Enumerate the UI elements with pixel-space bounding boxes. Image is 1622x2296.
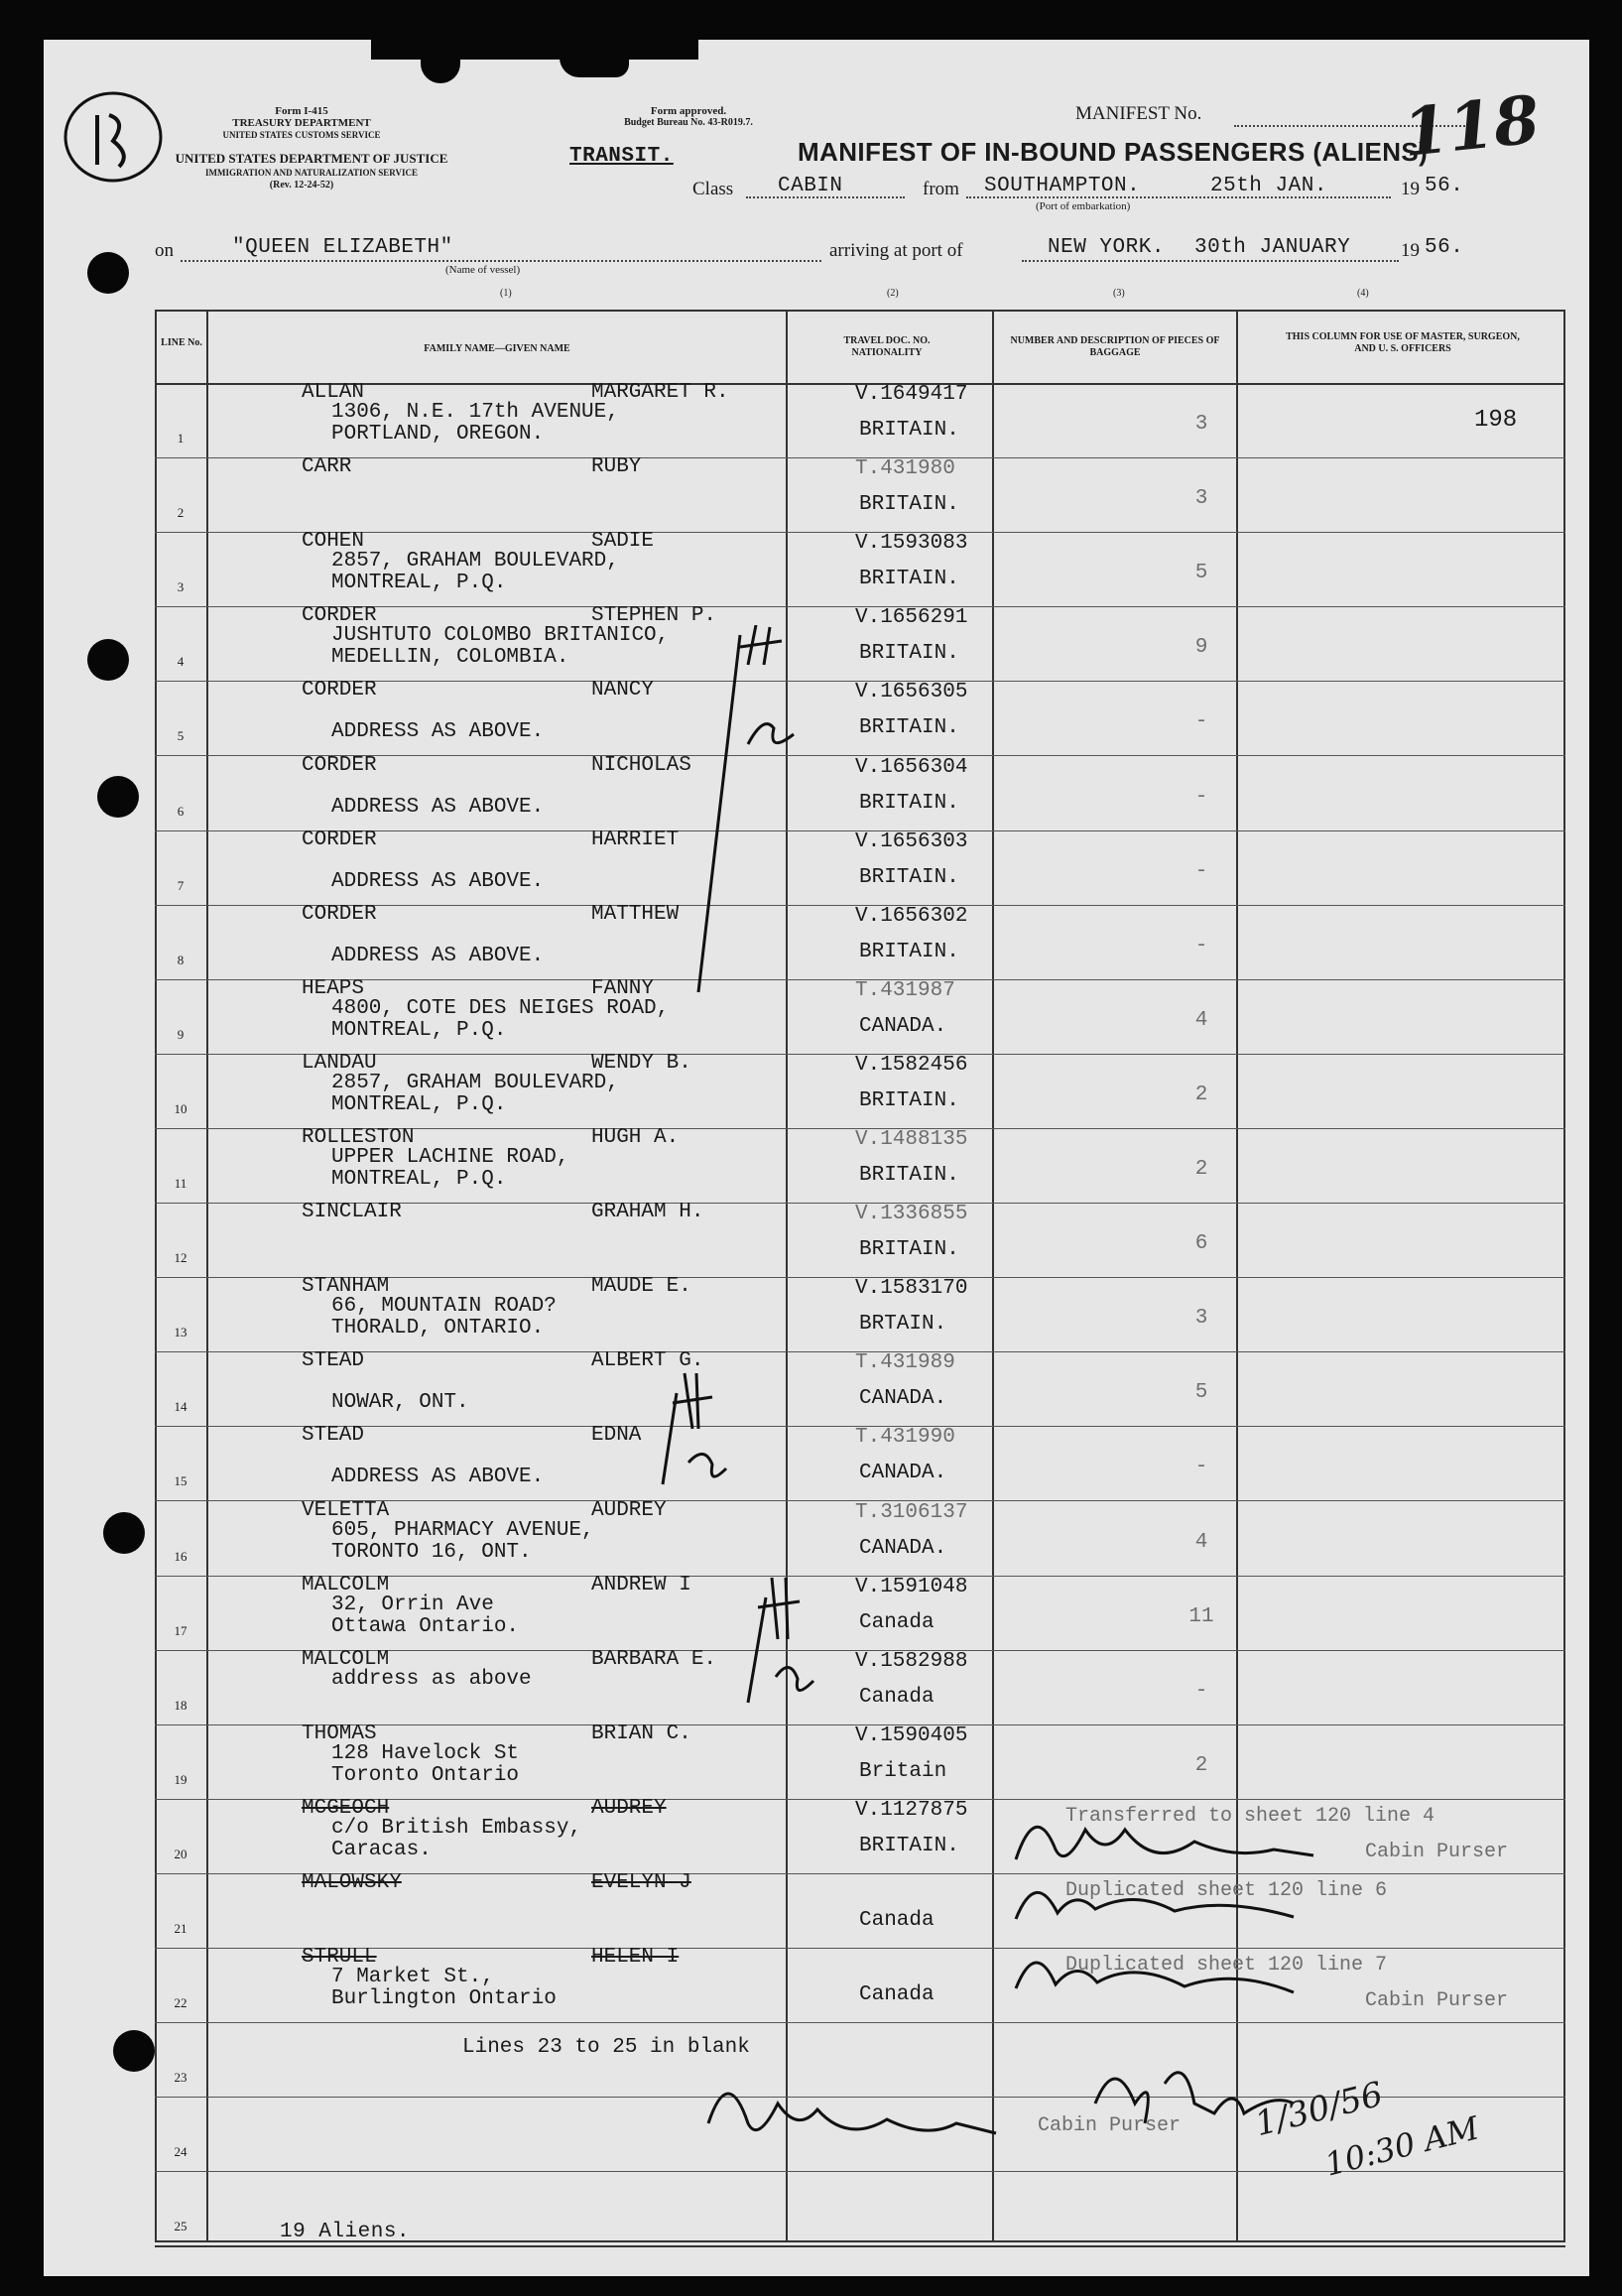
form-rev: (Rev. 12-24-52) xyxy=(269,180,334,191)
nationality: BRTAIN. xyxy=(859,1313,947,1337)
manifest-page xyxy=(44,40,1589,2276)
family-name: CORDER xyxy=(302,902,377,926)
travel-doc-number: V.1656303 xyxy=(855,829,968,853)
dotted-line xyxy=(1022,260,1399,262)
col-num-2: (2) xyxy=(887,288,899,299)
address-line-1: 4800, COTE DES NEIGES ROAD, xyxy=(331,996,670,1020)
given-name: EDNA xyxy=(591,1424,642,1448)
line-number: 11 xyxy=(174,1176,187,1191)
line-number: 2 xyxy=(177,505,185,521)
signature-mark-icon xyxy=(649,1369,758,1498)
nationality: CANADA. xyxy=(859,1387,947,1411)
line-number: 23 xyxy=(174,2070,187,2086)
address-line-1: address as above xyxy=(331,1667,532,1691)
signature-mark-icon xyxy=(679,625,857,1002)
address-line-2: MONTREAL, P.Q. xyxy=(331,572,507,595)
given-name: RUBY xyxy=(591,455,642,479)
table-row xyxy=(155,1647,1565,1725)
address-line-2: PORTLAND, OREGON. xyxy=(331,423,545,446)
line-number: 12 xyxy=(174,1250,187,1266)
table-row xyxy=(155,1203,1565,1278)
travel-doc-number: V.1656305 xyxy=(855,681,968,704)
col-header-name: FAMILY NAME—GIVEN NAME xyxy=(424,343,570,354)
travel-doc-number: V.1591048 xyxy=(855,1575,968,1598)
travel-doc-number: V.1582988 xyxy=(855,1649,968,1673)
family-name: MALCOLM xyxy=(302,1573,390,1596)
address-line-1: 2857, GRAHAM BOULEVARD, xyxy=(331,550,619,574)
ins-service: IMMIGRATION AND NATURALIZATION SERVICE xyxy=(205,168,418,178)
manifest-title: MANIFEST OF IN-BOUND PASSENGERS (ALIENS) xyxy=(798,137,1429,167)
given-name: AUDREY xyxy=(591,1796,667,1820)
travel-doc-number: V.1127875 xyxy=(855,1798,968,1822)
family-name: CORDER xyxy=(302,604,377,628)
travel-doc-number: V.1593083 xyxy=(855,532,968,556)
travel-doc-number: T.431987 xyxy=(855,978,955,1002)
family-name: HEAPS xyxy=(302,976,365,1000)
table-row xyxy=(155,457,1565,533)
arrival-year: 56. xyxy=(1425,236,1464,259)
table-row xyxy=(155,681,1565,756)
family-name: ROLLESTON xyxy=(302,1126,415,1149)
nationality: BRITAIN. xyxy=(859,1164,959,1187)
port-caption: (Port of embarkation) xyxy=(1036,200,1131,212)
manifest-no-label: MANIFEST No. xyxy=(1075,103,1202,124)
table-row xyxy=(155,1277,1565,1352)
travel-doc-number: V.1582456 xyxy=(855,1053,968,1077)
nationality: Canada xyxy=(859,1610,935,1634)
family-name: MCGEOCH xyxy=(302,1796,390,1820)
given-name: EVELYN J xyxy=(591,1871,691,1894)
baggage-count: 3 xyxy=(1194,1307,1208,1331)
line-number: 6 xyxy=(177,803,185,819)
given-name: WENDY B. xyxy=(591,1051,691,1075)
nationality: BRITAIN. xyxy=(859,865,959,889)
budget-bureau: Budget Bureau No. 43-R019.7. xyxy=(624,117,753,128)
manifest-number: 118 xyxy=(1399,80,1544,172)
family-name: ALLAN xyxy=(302,381,365,404)
travel-doc-number: T.431989 xyxy=(855,1351,955,1375)
purser-signature-icon xyxy=(698,2064,1016,2163)
line-number: 24 xyxy=(174,2144,187,2160)
baggage-count: - xyxy=(1194,1679,1208,1703)
baggage-count: 2 xyxy=(1194,1083,1208,1106)
travel-doc-number: T.431980 xyxy=(855,457,955,481)
baggage-count: - xyxy=(1194,710,1208,734)
nationality: Canada xyxy=(859,1685,935,1709)
embark-year-prefix: 19 xyxy=(1401,179,1420,199)
table-row xyxy=(155,1573,1565,1651)
nationality: BRITAIN. xyxy=(859,568,959,591)
table-row xyxy=(155,1051,1565,1129)
table-row xyxy=(155,1128,1565,1204)
address-line-1: 66, MOUNTAIN ROAD? xyxy=(331,1295,557,1319)
given-name: ALBERT G. xyxy=(591,1349,704,1373)
line-number: 22 xyxy=(174,1995,187,2011)
address-line-1: JUSHTUTO COLOMBO BRITANICO, xyxy=(331,624,670,648)
col-header-officers: THIS COLUMN FOR USE OF MASTER, SURGEON, AND U. S. OFFICERS xyxy=(1286,331,1520,354)
given-name: BARBARA E. xyxy=(591,1647,717,1671)
address-line-2: MONTREAL, P.Q. xyxy=(331,1168,507,1191)
address-line-2: ADDRESS AS ABOVE. xyxy=(331,1466,545,1489)
table-row xyxy=(155,976,1565,1055)
travel-doc-number: T.431990 xyxy=(855,1426,955,1450)
arrival-port: NEW YORK. xyxy=(1048,236,1165,259)
given-name: STEPHEN P. xyxy=(591,604,717,628)
family-name: LANDAU xyxy=(302,1051,377,1075)
address-line-2: ADDRESS AS ABOVE. xyxy=(331,795,545,819)
travel-doc-number: V.1336855 xyxy=(855,1203,968,1226)
line-number: 9 xyxy=(177,1026,185,1042)
class-value: CABIN xyxy=(778,175,843,197)
punch-hole xyxy=(87,639,129,681)
address-line-2: TORONTO 16, ONT. xyxy=(331,1540,532,1564)
line-number: 14 xyxy=(174,1399,187,1415)
officer-note-2: Cabin Purser xyxy=(1365,1989,1509,2013)
table-row xyxy=(155,532,1565,607)
dotted-line xyxy=(181,260,821,262)
baggage-count: 9 xyxy=(1194,636,1208,660)
given-name: AUDREY xyxy=(591,1498,667,1522)
baggage-count: 5 xyxy=(1194,1381,1208,1405)
address-line-1: 128 Havelock St xyxy=(331,1741,520,1765)
address-line-1: 7 Market St., xyxy=(331,1966,494,1989)
punch-hole xyxy=(97,776,139,818)
col-num-1: (1) xyxy=(500,288,512,299)
baggage-count: 3 xyxy=(1194,487,1208,511)
nationality: BRITAIN. xyxy=(859,1088,959,1112)
aliens-count: 19 Aliens. xyxy=(280,2221,411,2243)
baggage-count: - xyxy=(1194,1456,1208,1479)
table-row xyxy=(155,1796,1565,1874)
line-number: 8 xyxy=(177,952,185,967)
form-approved: Form approved. xyxy=(650,105,727,117)
table-row xyxy=(155,1498,1565,1577)
line-number: 4 xyxy=(177,654,185,670)
transit-label: TRANSIT. xyxy=(569,145,674,168)
given-name: FANNY xyxy=(591,976,655,1000)
table-row xyxy=(155,753,1565,831)
family-name: COHEN xyxy=(302,530,365,554)
nationality: Canada xyxy=(859,1909,935,1932)
vessel-caption: (Name of vessel) xyxy=(445,264,521,276)
line-number: 25 xyxy=(174,2219,187,2234)
time-stamp: 10:30 AM xyxy=(1320,2108,1483,2184)
address-line-2: Toronto Ontario xyxy=(331,1763,520,1787)
punch-hole xyxy=(103,1512,145,1554)
punch-hole xyxy=(113,2030,155,2072)
address-line-2: MONTREAL, P.Q. xyxy=(331,1018,507,1042)
table-row xyxy=(155,606,1565,682)
table-row xyxy=(155,1724,1565,1800)
given-name: MATTHEW xyxy=(591,902,680,926)
family-name: STEAD xyxy=(302,1349,365,1373)
class-label: Class xyxy=(692,179,734,199)
family-name: MALOWSKY xyxy=(302,1871,402,1894)
address-line-2: ADDRESS AS ABOVE. xyxy=(331,944,545,967)
nationality: BRITAIN. xyxy=(859,716,959,740)
nationality: BRITAIN. xyxy=(859,642,959,666)
family-name: CORDER xyxy=(302,828,377,851)
embark-year: 56. xyxy=(1425,175,1464,197)
travel-doc-number: V.1649417 xyxy=(855,383,968,406)
address-line-1: c/o British Embassy, xyxy=(331,1816,582,1840)
officer-note-2: Cabin Purser xyxy=(1365,1840,1509,1863)
address-line-2: MEDELLIN, COLOMBIA. xyxy=(331,646,569,670)
address-line-2: Ottawa Ontario. xyxy=(331,1614,520,1638)
line-number: 13 xyxy=(174,1325,187,1340)
customs-service: UNITED STATES CUSTOMS SERVICE xyxy=(222,130,381,140)
baggage-count: 6 xyxy=(1194,1232,1208,1256)
nationality: CANADA. xyxy=(859,1014,947,1038)
purser-signature-icon xyxy=(996,1790,1353,2038)
nationality: BRITAIN. xyxy=(859,940,959,963)
col-header-line-no: LINE No. xyxy=(161,337,202,348)
table-row xyxy=(155,1948,1565,2023)
family-name: CARR xyxy=(302,455,352,479)
nationality: BRITAIN. xyxy=(859,419,959,442)
embarkation-date: 25th JAN. xyxy=(1210,175,1327,197)
punch-hole xyxy=(87,252,129,294)
arrival-year-prefix: 19 xyxy=(1401,240,1420,261)
address-line-2: ADDRESS AS ABOVE. xyxy=(331,720,545,744)
date-stamp: 1/30/56 xyxy=(1251,2074,1387,2145)
given-name: ANDREW I xyxy=(591,1573,691,1596)
family-name: VELETTA xyxy=(302,1498,390,1522)
baggage-count: 2 xyxy=(1194,1158,1208,1181)
family-name: MALCOLM xyxy=(302,1647,390,1671)
form-number: Form I-415 xyxy=(275,105,328,117)
given-name: NICHOLAS xyxy=(591,753,691,777)
vessel-name: "QUEEN ELIZABETH" xyxy=(232,236,453,259)
address-line-2: MONTREAL, P.Q. xyxy=(331,1092,507,1116)
family-name: STEAD xyxy=(302,1424,365,1448)
line-number: 5 xyxy=(177,728,185,744)
torn-edge xyxy=(560,58,629,77)
given-name: HARRIET xyxy=(591,828,680,851)
col-num-3: (3) xyxy=(1113,288,1125,299)
line-number: 10 xyxy=(174,1100,187,1116)
address-line-2: THORALD, ONTARIO. xyxy=(331,1317,545,1340)
baggage-count: - xyxy=(1194,859,1208,883)
arriving-label: arriving at port of xyxy=(829,240,963,261)
given-name: MAUDE E. xyxy=(591,1275,691,1299)
nationality: BRITAIN. xyxy=(859,493,959,517)
col-header-baggage: NUMBER AND DESCRIPTION OF PIECES OF BAGGAGE xyxy=(1010,335,1220,358)
embarkation-port: SOUTHAMPTON. xyxy=(984,175,1141,197)
nationality: Britain xyxy=(859,1759,947,1783)
given-name: MARGARET R. xyxy=(591,381,729,404)
given-name: HELEN I xyxy=(591,1946,680,1970)
given-name: SADIE xyxy=(591,530,655,554)
given-name: GRAHAM H. xyxy=(591,1201,704,1224)
col-num-4: (4) xyxy=(1357,288,1369,299)
address-line-2: Caracas. xyxy=(331,1838,432,1861)
treasury-dept: TREASURY DEPARTMENT xyxy=(232,117,371,129)
travel-doc-number: T.3106137 xyxy=(855,1500,968,1524)
nationality: CANADA. xyxy=(859,1462,947,1485)
line-number: 7 xyxy=(177,877,185,893)
nationality: BRITAIN. xyxy=(859,1238,959,1262)
table-row xyxy=(155,902,1565,980)
travel-doc-number: V.1656304 xyxy=(855,755,968,779)
baggage-count: 4 xyxy=(1194,1008,1208,1032)
baggage-count: 4 xyxy=(1194,1530,1208,1554)
on-label: on xyxy=(155,240,174,261)
given-name: HUGH A. xyxy=(591,1126,680,1149)
officer-note: 198 xyxy=(1474,407,1518,434)
line-number: 20 xyxy=(174,1846,187,1861)
line-number: 16 xyxy=(174,1548,187,1564)
travel-doc-number: V.1656291 xyxy=(855,606,968,630)
family-name: STRULL xyxy=(302,1946,377,1970)
table-row xyxy=(155,383,1565,458)
officer-note: Duplicated sheet 120 line 6 xyxy=(1065,1879,1388,1902)
baggage-count: 5 xyxy=(1194,562,1208,585)
address-line-1: Lines 23 to 25 in blank xyxy=(462,2036,750,2060)
family-name: STANHAM xyxy=(302,1275,390,1299)
col-header-travel-doc: TRAVEL DOC. NO. NATIONALITY xyxy=(843,335,931,358)
family-name: CORDER xyxy=(302,753,377,777)
given-name: BRIAN C. xyxy=(591,1722,691,1745)
officer-note: Transferred to sheet 120 line 4 xyxy=(1065,1804,1435,1828)
line-number: 1 xyxy=(177,431,185,446)
line-number: 21 xyxy=(174,1921,187,1936)
signature-mark-icon xyxy=(728,1574,837,1713)
table-row xyxy=(155,1351,1565,1427)
address-line-1: 605, PHARMACY AVENUE, xyxy=(331,1518,594,1542)
family-name: THOMAS xyxy=(302,1722,377,1745)
from-label: from xyxy=(923,179,959,199)
line-number: 15 xyxy=(174,1473,187,1489)
address-line-1: 2857, GRAHAM BOULEVARD, xyxy=(331,1071,619,1094)
address-line-2: ADDRESS AS ABOVE. xyxy=(331,869,545,893)
line-number: 17 xyxy=(174,1622,187,1638)
justice-dept: UNITED STATES DEPARTMENT OF JUSTICE xyxy=(175,151,448,166)
line-number: 19 xyxy=(174,1771,187,1787)
travel-doc-number: V.1488135 xyxy=(855,1128,968,1151)
address-line-1: 1306, N.E. 17th AVENUE, xyxy=(331,401,619,424)
family-name: SINCLAIR xyxy=(302,1201,402,1224)
nationality: Canada xyxy=(859,1983,935,2007)
table-row xyxy=(155,1426,1565,1501)
address-line-1: 32, Orrin Ave xyxy=(331,1593,494,1616)
given-name: NANCY xyxy=(591,679,655,702)
line-number: 18 xyxy=(174,1697,187,1713)
nationality: BRITAIN. xyxy=(859,791,959,815)
travel-doc-number: V.1590405 xyxy=(855,1723,968,1747)
address-line-2: NOWAR, ONT. xyxy=(331,1391,469,1415)
line-number: 3 xyxy=(177,579,185,595)
address-line-2: Burlington Ontario xyxy=(331,1987,557,2011)
torn-edge xyxy=(421,58,460,83)
baggage-count: 2 xyxy=(1194,1753,1208,1777)
table-row xyxy=(155,1873,1565,1949)
family-name: CORDER xyxy=(302,679,377,702)
baggage-count: 11 xyxy=(1188,1604,1214,1628)
address-line-1: UPPER LACHINE ROAD, xyxy=(331,1146,569,1169)
baggage-count: 3 xyxy=(1194,413,1208,436)
torn-edge xyxy=(371,36,698,60)
officer-note: Duplicated sheet 120 line 7 xyxy=(1065,1954,1388,1977)
nationality: CANADA. xyxy=(859,1536,947,1560)
arrival-date: 30th JANUARY xyxy=(1194,236,1351,259)
table-row xyxy=(155,830,1565,906)
baggage-count: - xyxy=(1194,785,1208,809)
travel-doc-number: V.1656302 xyxy=(855,904,968,928)
nationality: BRITAIN. xyxy=(859,1834,959,1857)
officer-note: Cabin Purser xyxy=(1038,2114,1182,2138)
baggage-count: - xyxy=(1194,934,1208,957)
travel-doc-number: V.1583170 xyxy=(855,1277,968,1301)
